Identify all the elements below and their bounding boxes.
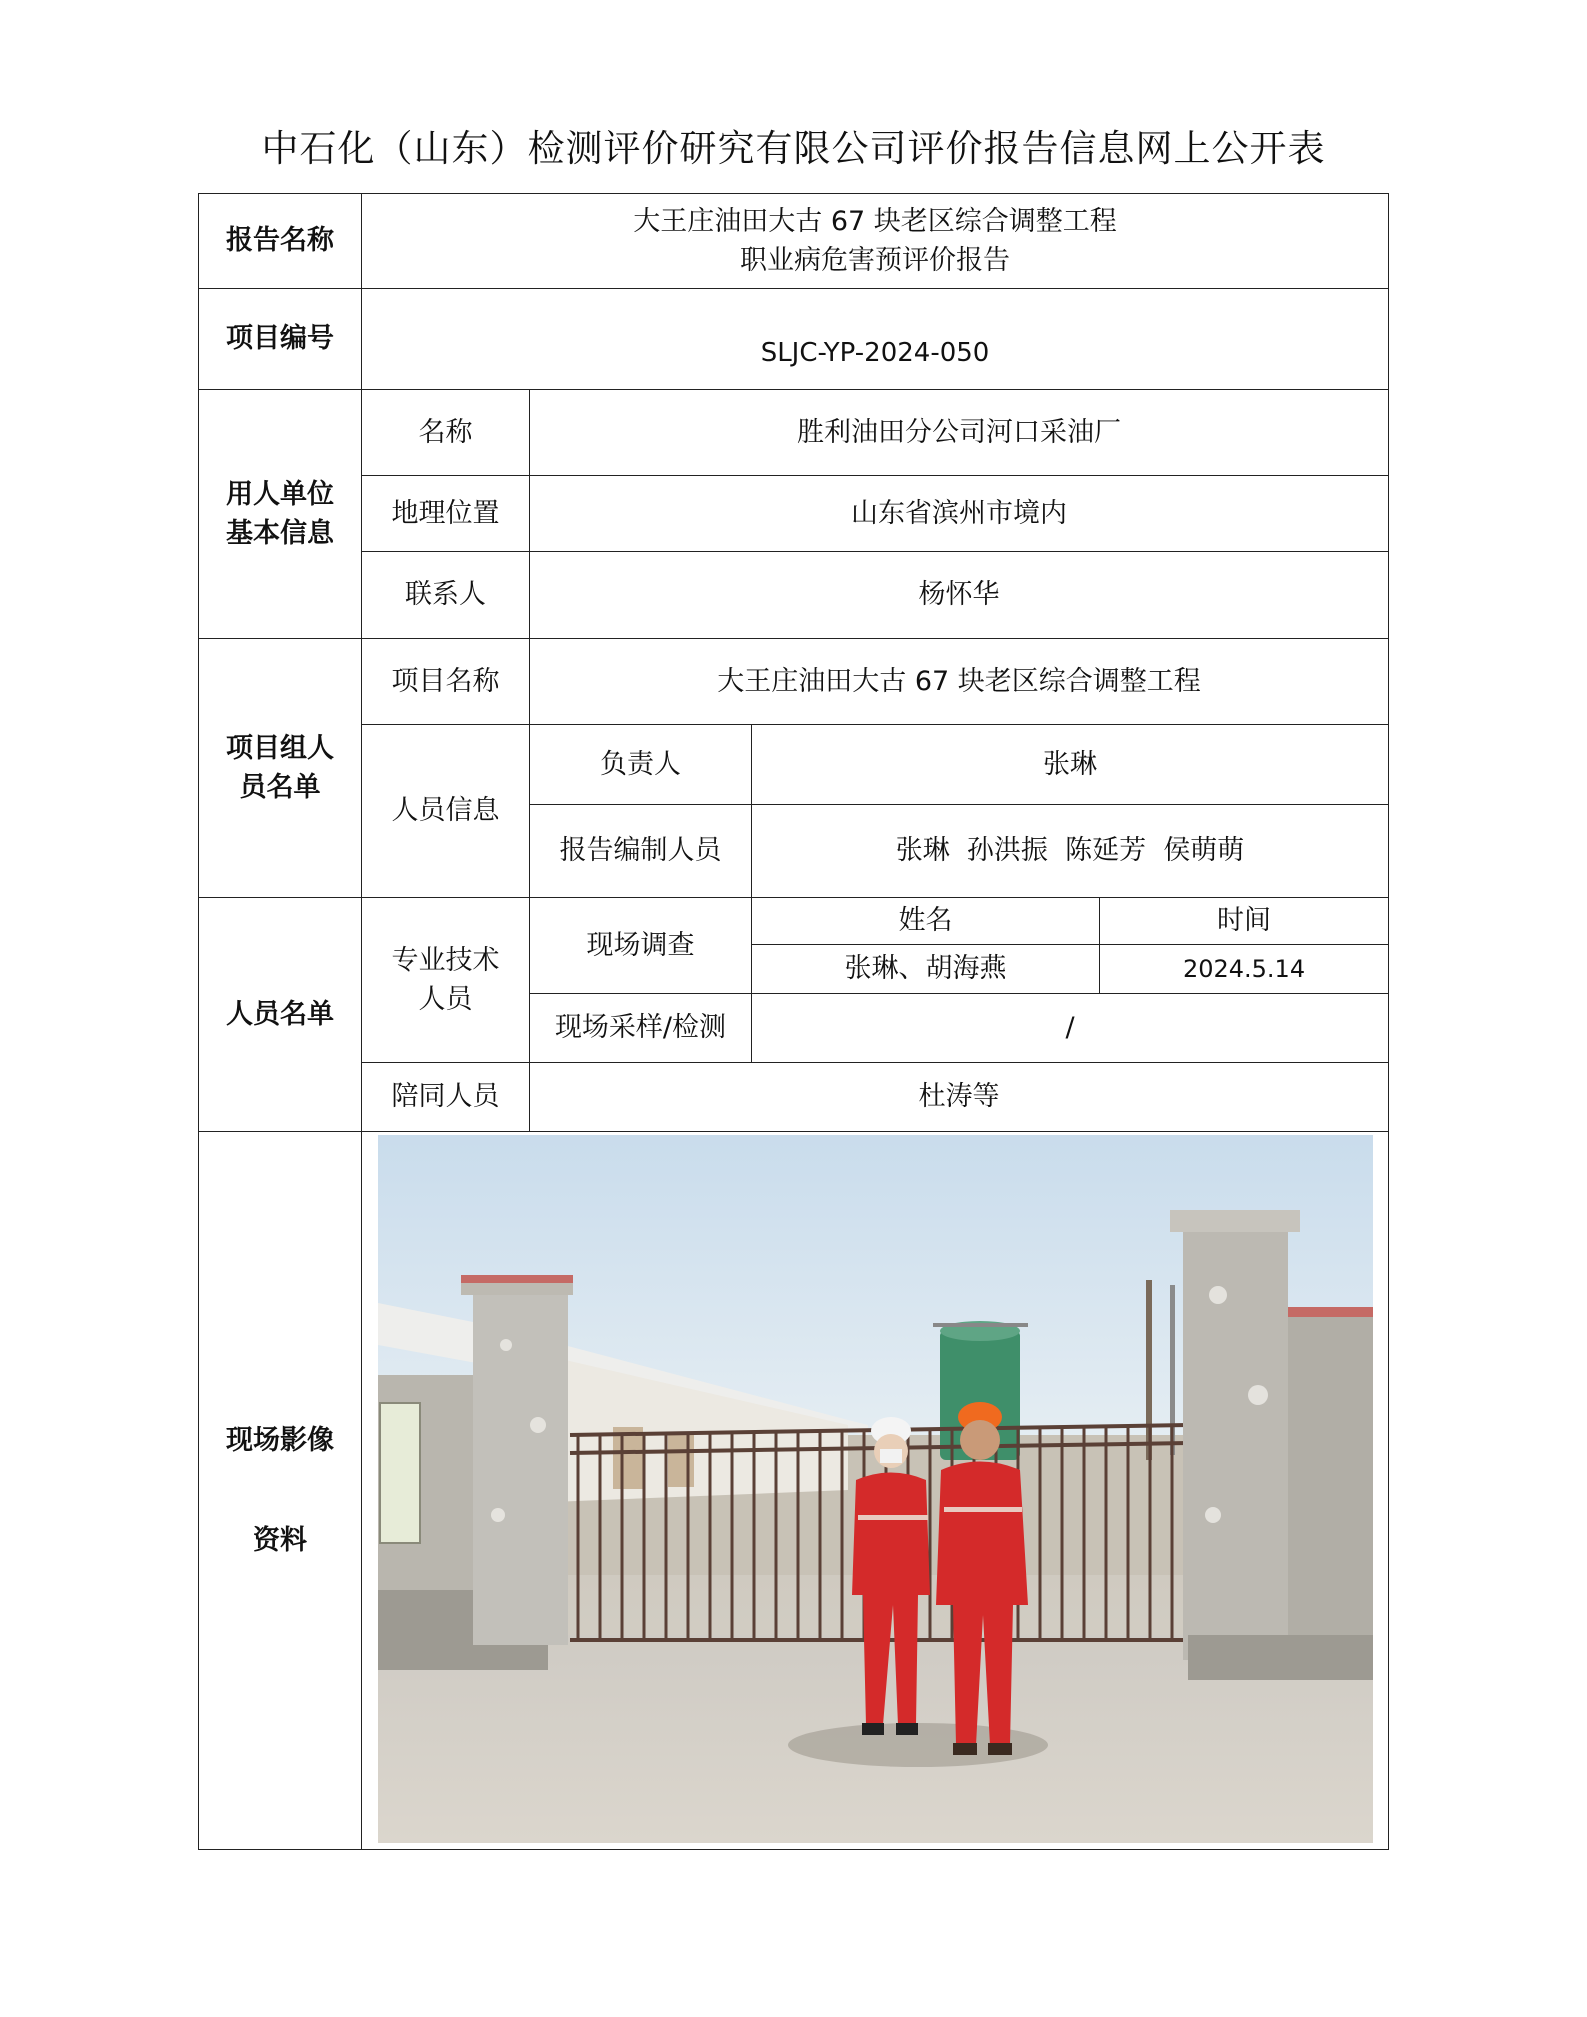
row-employer-contact <box>199 552 1389 639</box>
team-label <box>199 639 362 898</box>
row-employer-location <box>199 476 1389 552</box>
photo-label-line1: 现场影像 <box>226 1425 334 1457</box>
site-photo-illustration <box>378 1135 1373 1843</box>
site-photo <box>378 1135 1373 1843</box>
stone-base <box>1188 1635 1373 1680</box>
team-label-line2: 员名单 <box>239 772 321 803</box>
left-pillar <box>473 1285 568 1645</box>
row-employer-name <box>199 390 1389 476</box>
employer-location-value: 山东省滨州市境内 <box>530 476 1389 552</box>
team-label-line1: 项目组人 <box>226 732 334 764</box>
row-companion <box>199 1063 1389 1132</box>
sampling-label: 现场采样/检测 <box>530 994 752 1063</box>
authors-label: 报告编制人员 <box>530 805 752 898</box>
col-time-header: 时间 <box>1100 898 1389 945</box>
survey-names: 张琳、胡海燕 <box>752 945 1100 994</box>
tech-staff-label-line1: 专业技术 <box>391 944 500 976</box>
companion-label: 陪同人员 <box>362 1063 530 1132</box>
right-wall <box>1288 1310 1373 1650</box>
row-photo <box>199 1132 1389 1850</box>
team-project-name-label: 项目名称 <box>362 639 530 725</box>
personnel-label: 人员信息 <box>362 725 530 898</box>
survey-label: 现场调查 <box>530 898 752 994</box>
staff-label: 人员名单 <box>199 898 362 1132</box>
notice-board <box>380 1403 420 1543</box>
photo-cell <box>362 1132 1389 1850</box>
companion-value: 杜涛等 <box>530 1063 1389 1132</box>
row-staff-header <box>199 898 1389 945</box>
row-team-project <box>199 639 1389 725</box>
row-project-no <box>199 289 1389 390</box>
warehouse-door <box>613 1427 643 1489</box>
employer-name-value: 胜利油田分公司河口采油厂 <box>530 390 1389 476</box>
employer-label-line2: 基本信息 <box>226 518 334 549</box>
project-no-label: 项目编号 <box>199 289 362 390</box>
report-name-label: 报告名称 <box>199 194 362 289</box>
info-table <box>198 193 1389 1850</box>
right-pillar <box>1183 1220 1288 1660</box>
leader-value: 张琳 <box>752 725 1389 805</box>
sampling-value: / <box>752 994 1389 1063</box>
employer-contact-value: 杨怀华 <box>530 552 1389 639</box>
team-project-name-value: 大王庄油田大古 67 块老区综合调整工程 <box>530 639 1389 725</box>
report-name-value <box>362 194 1389 289</box>
project-no-value: SLJC-YP-2024-050 <box>362 289 1389 390</box>
employer-name-label: 名称 <box>362 390 530 476</box>
leader-label: 负责人 <box>530 725 752 805</box>
photo-section-label <box>199 1132 362 1850</box>
col-name-header: 姓名 <box>752 898 1100 945</box>
employer-label <box>199 390 362 639</box>
page-title: 中石化（山东）检测评价研究有限公司评价报告信息网上公开表 <box>261 127 1326 170</box>
tech-staff-label <box>362 898 530 1063</box>
warehouse-door <box>668 1435 694 1487</box>
employer-label-line1: 用人单位 <box>226 478 334 510</box>
report-name-line1: 大王庄油田大古 67 块老区综合调整工程 <box>633 205 1117 237</box>
survey-date: 2024.5.14 <box>1100 945 1389 994</box>
row-team-leader <box>199 725 1389 805</box>
row-report-name <box>199 194 1389 289</box>
employer-location-label: 地理位置 <box>362 476 530 552</box>
photo-label-line2: 资料 <box>253 1524 307 1556</box>
authors-value: 张琳 孙洪振 陈延芳 侯萌萌 <box>752 805 1389 898</box>
employer-contact-label: 联系人 <box>362 552 530 639</box>
report-name-line2: 职业病危害预评价报告 <box>740 245 1011 276</box>
tech-staff-label-line2: 人员 <box>418 984 473 1015</box>
